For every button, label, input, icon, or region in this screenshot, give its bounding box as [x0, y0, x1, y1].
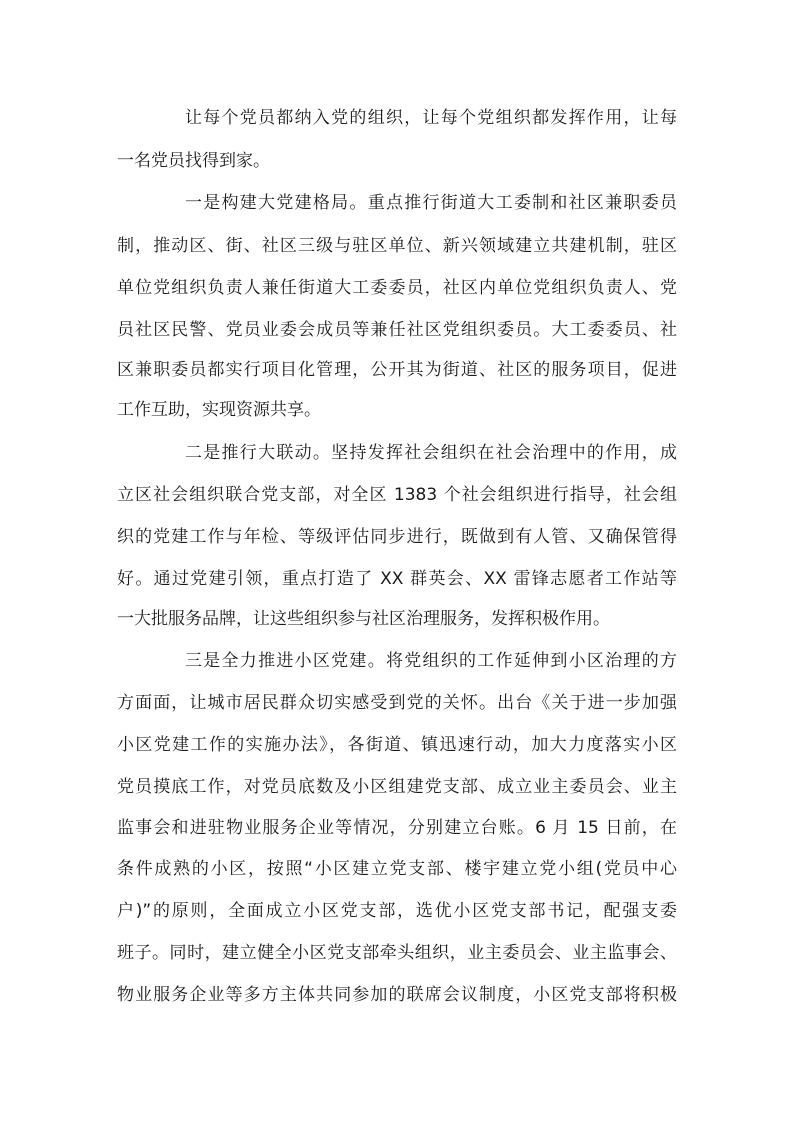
- paragraph-line: 织的党建工作与年检、等级评估同步进行，既做到有人管、又确保管得: [117, 527, 677, 547]
- paragraph-line: 班子。同时，建立健全小区党支部牵头组织，业主委员会、业主监事会、: [117, 943, 677, 963]
- paragraph-line: 小区党建工作的实施办法》，各街道、镇迅速行动，加大力度落实小区: [117, 735, 677, 755]
- paragraph-line: 制，推动区、街、社区三级与驻区单位、新兴领域建立共建机制，驻区: [117, 236, 677, 256]
- paragraph-line: 条件成熟的小区，按照“小区建立党支部、楼宇建立党小组(党员中心: [117, 859, 677, 879]
- paragraph-line: 好。通过党建引领，重点打造了 XX 群英会、XX 雷锋志愿者工作站等: [117, 569, 677, 589]
- paragraph-line: 三是全力推进小区党建。将党组织的工作延伸到小区治理的方: [185, 651, 677, 671]
- paragraph-line: 党员摸底工作，对党员底数及小区组建党支部、成立业主委员会、业主: [117, 777, 677, 797]
- paragraph-line: 让每个党员都纳入党的组织，让每个党组织都发挥作用，让每: [185, 108, 677, 128]
- paragraph-line: 二是推行大联动。坚持发挥社会组织在社会治理中的作用，成: [185, 443, 677, 463]
- paragraph-line: 单位党组织负责人兼任街道大工委委员，社区内单位党组织负责人、党: [117, 278, 677, 298]
- paragraph-line: 一名党员找得到家。: [117, 151, 270, 171]
- paragraph-line: 工作互助，实现资源共享。: [117, 400, 321, 420]
- paragraph-line: 员社区民警、党员业委会成员等兼任社区党组织委员。大工委委员、社: [117, 320, 677, 340]
- paragraph-line: 方面面，让城市居民群众切实感受到党的关怀。出台《关于进一步加强: [117, 693, 677, 713]
- paragraph-line: 监事会和进驻物业服务企业等情况，分别建立台账。6 月 15 日前，在: [117, 818, 677, 838]
- paragraph-line: 一大批服务品牌，让这些组织参与社区治理服务，发挥积极作用。: [117, 609, 610, 629]
- paragraph-line: 户)”的原则，全面成立小区党支部，选优小区党支部书记，配强支委: [117, 901, 677, 921]
- paragraph-line: 物业服务企业等多方主体共同参加的联席会议制度，小区党支部将积极: [117, 985, 677, 1005]
- paragraph-line: 区兼职委员都实行项目化管理，公开其为街道、社区的服务项目，促进: [117, 360, 677, 380]
- paragraph-line: 一是构建大党建格局。重点推行街道大工委制和社区兼职委员: [185, 193, 677, 213]
- paragraph-line: 立区社会组织联合党支部，对全区 1383 个社会组织进行指导，社会组: [117, 485, 677, 505]
